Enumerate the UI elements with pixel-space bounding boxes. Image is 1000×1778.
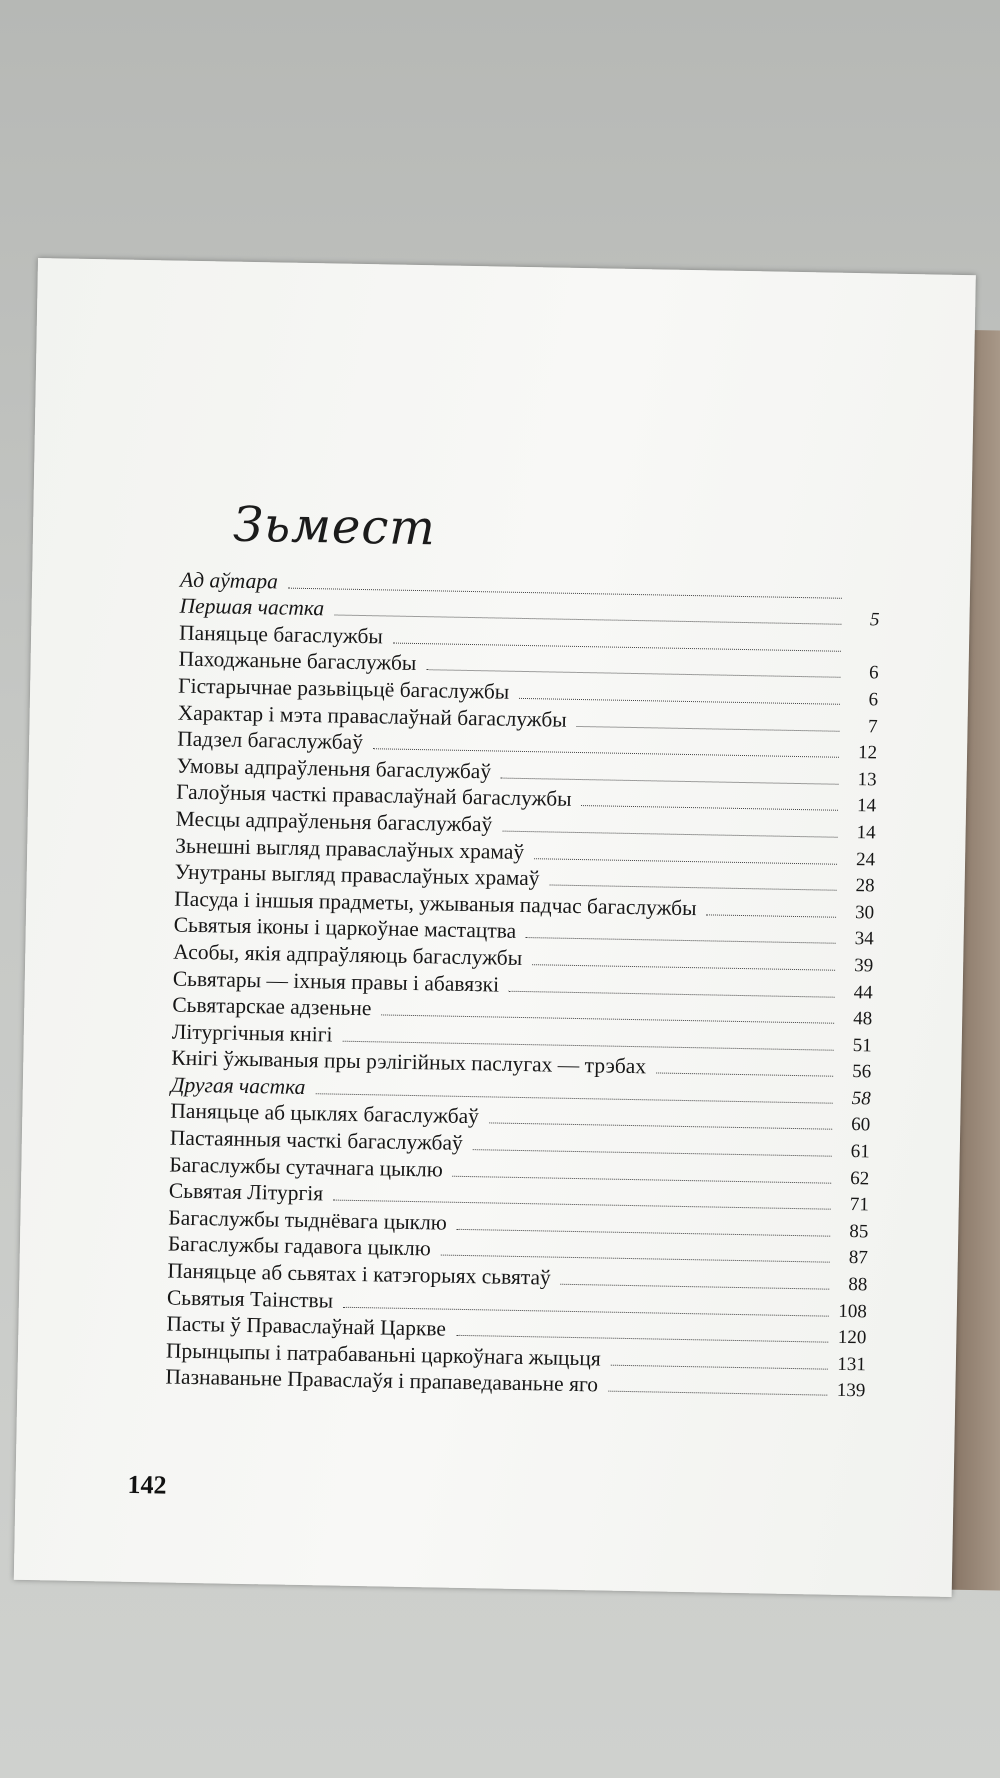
- toc-entry-page: 14: [856, 822, 876, 844]
- toc-entry-label: Літургічныя кнігі: [171, 1019, 333, 1047]
- dot-leader: [532, 964, 835, 971]
- toc-entry-page: 48: [853, 1008, 873, 1030]
- toc-entry-label: Кнігі ўжываныя пры рэлігійных паслугах — трэбах: [171, 1045, 647, 1079]
- page-number: 142: [127, 1469, 167, 1500]
- toc-entry-page: 6: [868, 689, 879, 711]
- toc-entry-page: 120: [837, 1327, 867, 1349]
- toc-entry-label: Другая частка: [170, 1072, 306, 1099]
- toc-entry-page: 58: [851, 1087, 871, 1110]
- toc-entry-label: Унутраны выгляд праваслаўных храмаў: [174, 859, 540, 891]
- dot-leader: [453, 1175, 832, 1183]
- toc-entry-page: 56: [852, 1061, 872, 1083]
- dot-leader: [534, 858, 837, 865]
- toc-entry-label: Пасты ў Праваслаўнай Царкве: [166, 1311, 447, 1341]
- toc-entry-label: Пасуда і іншыя прадметы, ужываныя падчас багаслужбы: [174, 886, 697, 920]
- dot-leader: [561, 1284, 830, 1290]
- toc-entry-label: Першая частка: [179, 593, 325, 621]
- toc-entry-label: Галоўныя часткі праваслаўнай багаслужбы: [176, 779, 572, 812]
- toc-entry-page: 60: [851, 1114, 871, 1136]
- dot-leader: [706, 914, 836, 917]
- dot-leader: [489, 1123, 832, 1130]
- toc-entry-page: 24: [855, 848, 876, 870]
- toc-entry-label: Сьвятары — іхныя правы і абавязкі: [172, 966, 500, 997]
- dot-leader: [501, 777, 839, 784]
- toc-entry-label: Ад аўтара: [179, 567, 279, 594]
- toc-entry-page: 30: [854, 901, 875, 924]
- book-page: [14, 258, 976, 1597]
- toc-entry-label: Паняцьце багаслужбы: [178, 620, 384, 649]
- toc-entry-page: 5: [869, 609, 880, 631]
- toc-entry-label: Прынцыпы і патрабаваньні царкоўнага жыцьця: [165, 1338, 601, 1371]
- toc-entry-page: 87: [848, 1247, 869, 1269]
- toc-entry-label: Пастаянныя часткі багаслужбаў: [169, 1125, 463, 1155]
- dot-leader: [581, 805, 838, 811]
- dot-leader: [549, 885, 836, 891]
- toc-entry-page: 108: [838, 1300, 868, 1322]
- toc-entry-label: Умовы адпраўленьня багаслужбаў: [176, 753, 492, 784]
- dot-leader: [457, 1229, 830, 1237]
- toc-entry-label: Падзел багаслужбаў: [176, 726, 364, 755]
- dot-leader: [611, 1364, 828, 1369]
- dot-leader: [456, 1335, 828, 1343]
- page-title: Зьмест: [232, 496, 437, 557]
- toc-entry-label: Сьвятыя Таінствы: [166, 1285, 334, 1313]
- toc-entry-label: Сьвятая Літургія: [168, 1178, 324, 1206]
- dot-leader: [526, 937, 836, 944]
- toc-entry-page: 44: [853, 981, 873, 1003]
- toc-entry-page: 85: [849, 1220, 869, 1243]
- toc-entry-label: Паняцьце аб цыклях багаслужбаў: [170, 1099, 480, 1129]
- toc-entry-label: Пазнаваньне Праваслаўя і прапаведаваньне яго: [165, 1364, 599, 1397]
- toc-entry-page: 28: [855, 875, 875, 897]
- toc-entry-label: Зьнешні выгляд праваслаўных храмаў: [175, 833, 525, 864]
- toc-entry-page: 61: [850, 1141, 870, 1163]
- toc-entry-page: 88: [848, 1274, 868, 1296]
- dot-leader: [473, 1149, 832, 1157]
- toc-entry-label: Багаслужбы тыднёвага цыклю: [168, 1205, 448, 1235]
- dot-leader: [519, 698, 840, 705]
- dot-leader: [441, 1255, 830, 1263]
- table-of-contents: [165, 566, 880, 1403]
- toc-entry-page: 7: [867, 715, 878, 738]
- toc-entry-label: Сьвятарскае адзеньне: [172, 992, 372, 1021]
- toc-entry-label: Паходжаньне багаслужбы: [178, 647, 417, 676]
- toc-entry-label: Багаслужбы гадавога цыклю: [167, 1231, 431, 1261]
- toc-entry-page: 131: [837, 1353, 867, 1376]
- toc-entry-page: 14: [856, 795, 877, 817]
- dot-leader: [509, 990, 835, 997]
- toc-entry-page: 139: [836, 1380, 866, 1402]
- toc-entry-page: 51: [852, 1034, 872, 1057]
- dot-leader: [608, 1391, 827, 1396]
- dot-leader: [577, 726, 840, 732]
- toc-entry-label: Гістарычнае разьвіцьцё багаслужбы: [177, 673, 510, 704]
- toc-entry-label: Багаслужбы сутачнага цыклю: [169, 1152, 444, 1182]
- toc-entry-label: Паняцьце аб сьвятах і катэгорыях сьвятаў: [167, 1258, 552, 1290]
- dot-leader: [502, 831, 837, 838]
- toc-entry-page: 39: [853, 954, 874, 977]
- toc-entry-label: Месцы адпраўленьня багаслужбаў: [175, 806, 493, 837]
- toc-entry-label: Характар і мэта праваслаўнай багаслужбы: [177, 700, 567, 732]
- toc-entry-label: Асобы, якія адпраўляюць багаслужбы: [173, 939, 523, 970]
- toc-entry-page: 62: [850, 1167, 870, 1190]
- toc-entry-page: 13: [857, 768, 877, 791]
- toc-entry-page: 34: [854, 928, 874, 950]
- toc-entry-label: Сьвятыя іконы і царкоўнае мастацтва: [173, 912, 517, 944]
- toc-entry-page: 6: [868, 662, 879, 684]
- dot-leader: [656, 1073, 833, 1077]
- toc-entry-page: 71: [849, 1194, 869, 1216]
- toc-entry-page: 12: [857, 742, 878, 764]
